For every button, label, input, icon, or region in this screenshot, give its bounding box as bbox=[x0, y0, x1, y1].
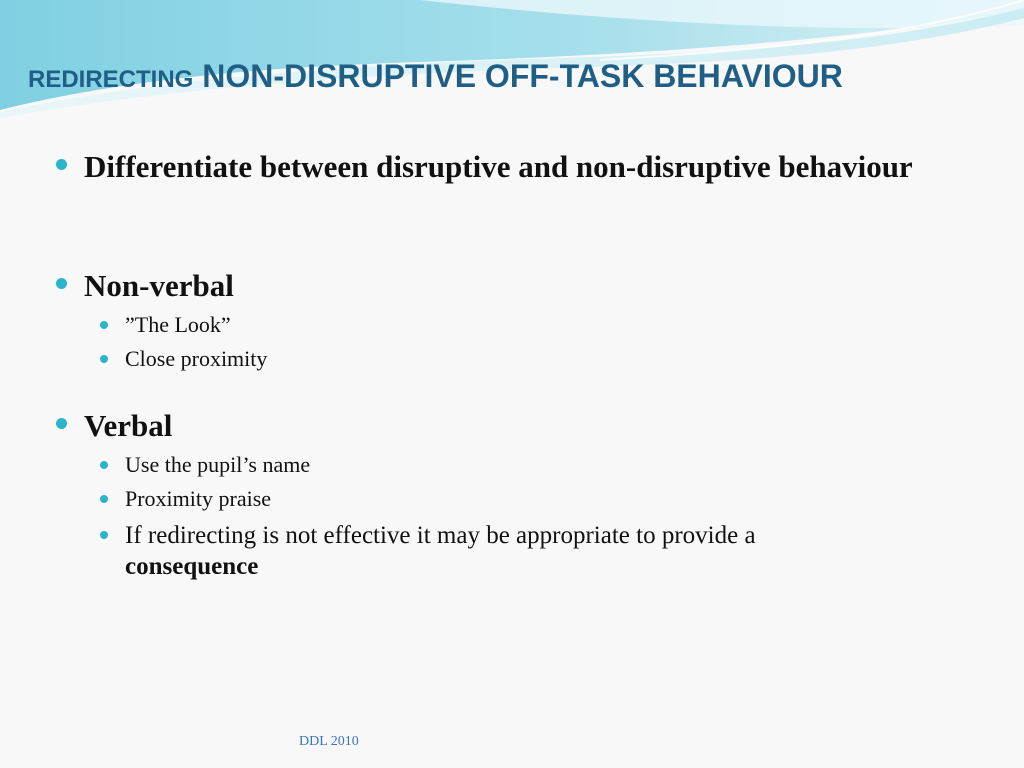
sub-bullet-dot-icon bbox=[100, 355, 108, 363]
sub-bullet-text: Proximity praise bbox=[125, 486, 272, 511]
bullet-text: Differentiate between disruptive and non-disruptive behaviour bbox=[84, 149, 913, 184]
bullet-dot-icon bbox=[56, 159, 67, 170]
bullet-dot-icon bbox=[56, 278, 67, 289]
title-prefix: REDIRECTING bbox=[28, 66, 194, 93]
sub-bullet-text bbox=[125, 520, 756, 582]
sub-bullet-item bbox=[100, 486, 271, 512]
bullet-text: Verbal bbox=[84, 408, 173, 443]
sub-bullet-text-bold: consequence bbox=[125, 553, 259, 580]
sub-bullet-dot-icon bbox=[100, 321, 108, 329]
sub-bullet-dot-icon bbox=[100, 461, 108, 469]
footer-text: DDL 2010 bbox=[299, 734, 359, 749]
bullet-item bbox=[56, 267, 234, 304]
sub-bullet-text-plain: If redirecting is not effective it may be appropriate to provide a bbox=[125, 522, 756, 549]
sub-bullet-text: ”The Look” bbox=[125, 312, 231, 337]
sub-bullet-item bbox=[100, 346, 267, 372]
sub-bullet-item bbox=[100, 452, 310, 478]
sub-bullet-text: Use the pupil’s name bbox=[125, 452, 311, 477]
bullet-item bbox=[56, 407, 172, 444]
sub-bullet-item bbox=[100, 312, 231, 338]
bullet-item bbox=[56, 148, 956, 185]
bullet-dot-icon bbox=[56, 418, 67, 429]
sub-bullet-dot-icon bbox=[100, 495, 108, 503]
sub-bullet-text: Close proximity bbox=[125, 346, 268, 371]
title-main: NON-DISRUPTIVE OFF-TASK BEHAVIOUR bbox=[202, 58, 843, 94]
sub-bullet-dot-icon bbox=[100, 531, 108, 539]
slide-title bbox=[28, 58, 843, 95]
sub-bullet-item bbox=[100, 520, 900, 582]
bullet-text: Non-verbal bbox=[84, 268, 234, 303]
